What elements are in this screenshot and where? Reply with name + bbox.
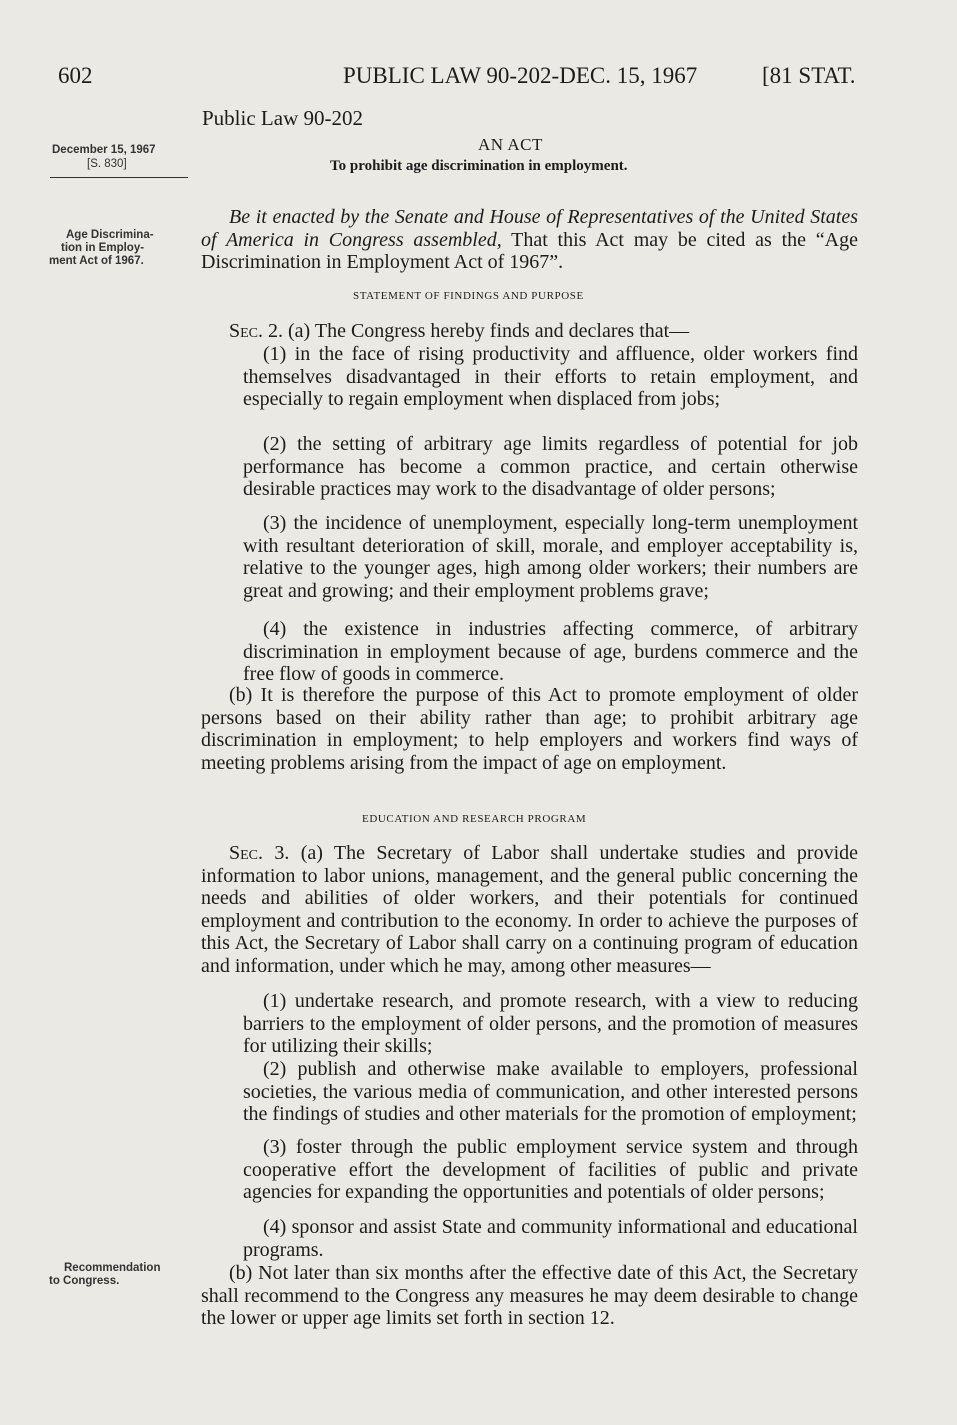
section-3-label: Sec. 3. bbox=[229, 842, 290, 864]
section-2-purpose: (b) It is therefore the purpose of this Act to promote employment of older persons based on their ability rather than age; to prohibit arbitrary age discrimination in employment; to help employers and workers find ways of meeting problems arising from the impact of age on employment. bbox=[201, 684, 858, 774]
volume-citation: [81 STAT. bbox=[762, 63, 856, 88]
margin-bill-number: [S. 830] bbox=[87, 158, 127, 170]
margin-date: December 15, 1967 bbox=[52, 144, 156, 156]
section-3-measure-4: (4) sponsor and assist State and community informational and educational programs. bbox=[243, 1216, 858, 1261]
enacting-clause-rest: That this Act may be cited as the “Age Discrimination in Employment Act of 1967”. bbox=[201, 228, 858, 274]
section-2-finding-1: (1) in the face of rising productivity and affluence, older workers find themselves disadvantaged in their efforts to retain employment, and especially to regain employment when displaced from jobs; bbox=[243, 343, 858, 411]
section-3-measure-1: (1) undertake research, and promote research, with a view to reducing barriers to the employment of older persons, and the promotion of measures for utilizing their skills; bbox=[243, 990, 858, 1058]
section-2-intro-text: (a) The Congress hereby finds and declares that— bbox=[283, 320, 690, 342]
enacting-clause-italic: Be it enacted by the Senate and House of Representatives of the United States of America in Congress assembled, bbox=[201, 206, 858, 251]
margin-recommendation-line-2: to Congress. bbox=[49, 1275, 120, 1287]
section-2-finding-2: (2) the setting of arbitrary age limits regardless of potential for job performance has become a common practice, and certain otherwise desirable practices may work to the disadvantage of older persons; bbox=[243, 433, 858, 501]
act-heading: AN ACT bbox=[478, 135, 543, 154]
section-2-finding-4: (4) the existence in industries affecting commerce, of arbitrary discrimination in employment because of age, burdens commerce and the free flow of goods in commerce. bbox=[243, 618, 858, 686]
section-3-measure-3: (3) foster through the public employment service system and through cooperative effort the development of facilities of public and private agencies for expanding the opportunities and potentials of older persons; bbox=[243, 1136, 858, 1204]
section-3-intro-text: (a) The Secretary of Labor shall undertake studies and provide information to labor unions, management, and the general public concerning the needs and abilities of older workers, and their potentials for continued employment and contribution to the economy. In order to achieve the purposes of this Act, the Secretary of Labor shall carry on a continuing program of education and information, under which he may, among other measures— bbox=[201, 842, 858, 977]
margin-recommendation-line-1: Recommendation bbox=[64, 1262, 161, 1274]
page-number: 602 bbox=[58, 63, 93, 88]
law-title: Public Law 90-202 bbox=[202, 106, 363, 130]
section-3-measure-2: (2) publish and otherwise make available to employers, professional societies, the various media of communication, and other interested persons the findings of studies and other materials for the promotion of employment; bbox=[243, 1058, 858, 1126]
section-2-finding-3: (3) the incidence of unemployment, especially long-term unemployment with resultant deterioration of skill, morale, and employer acceptability is, relative to the younger ages, high among older workers; their numbers are great and growing; and their employment problems grave; bbox=[243, 512, 858, 602]
act-purpose: To prohibit age discrimination in employment. bbox=[330, 158, 628, 174]
section-3-heading: EDUCATION AND RESEARCH PROGRAM bbox=[362, 813, 587, 825]
margin-short-title-line-3: ment Act of 1967. bbox=[49, 255, 144, 267]
enacting-clause bbox=[201, 206, 858, 274]
section-2-label: Sec. 2. bbox=[229, 320, 284, 342]
margin-short-title-line-2: tion in Employ- bbox=[61, 242, 145, 254]
margin-short-title-line-1: Age Discrimina- bbox=[66, 229, 154, 241]
section-2-intro bbox=[201, 320, 858, 343]
section-3-intro bbox=[201, 842, 858, 978]
section-3-recommendation: (b) Not later than six months after the effective date of this Act, the Secretary shall recommend to the Congress any measures he may deem desirable to change the lower or upper age limits set forth in section 12. bbox=[201, 1262, 858, 1330]
margin-rule bbox=[50, 177, 188, 178]
running-title: PUBLIC LAW 90-202-DEC. 15, 1967 bbox=[343, 63, 698, 88]
section-2-heading: STATEMENT OF FINDINGS AND PURPOSE bbox=[353, 290, 584, 302]
